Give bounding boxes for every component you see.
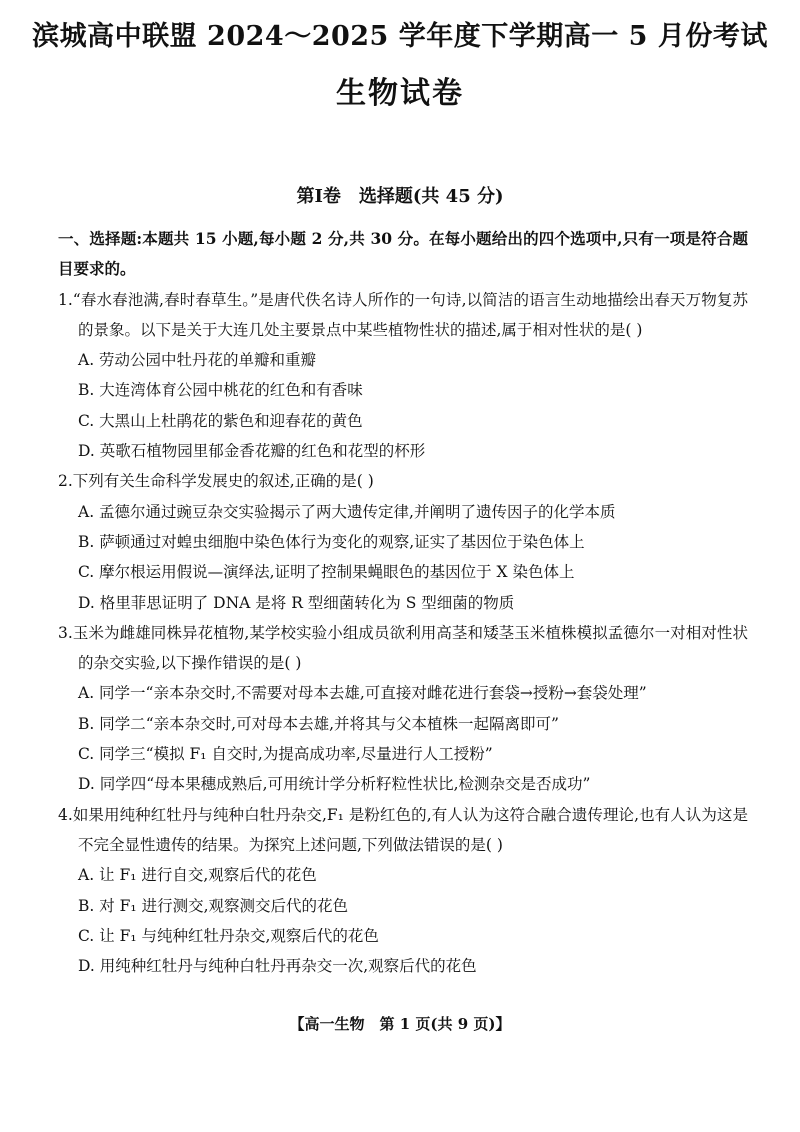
option-b: B. 大连湾体育公园中桃花的红色和有香味 [78, 381, 363, 400]
option-d: D. 格里菲思证明了 DNA 是将 R 型细菌转化为 S 型细菌的物质 [78, 593, 515, 612]
question-number: 4. [58, 805, 73, 824]
question-4 [58, 800, 748, 982]
question-stem [58, 466, 748, 496]
page-footer: 【高一生物 第 1 页(共 9 页)】 [289, 1015, 511, 1033]
option-c: C. 大黑山上杜鹃花的紫色和迎春花的黄色 [78, 411, 363, 430]
option-d: D. 用纯种红牡丹与纯种白牡丹再杂交一次,观察后代的花色 [78, 957, 477, 976]
option-a: A. 同学一“亲本杂交时,不需要对母本去雄,可直接对雌花进行套袋→授粉→套袋处理” [78, 684, 647, 703]
question-stem [58, 618, 748, 679]
question-stem [58, 800, 748, 861]
option-b: B. 萨顿通过对蝗虫细胞中染色体行为变化的观察,证实了基因位于染色体上 [78, 532, 585, 551]
subject-title: 生物试卷 [336, 76, 464, 111]
option-c: C. 摩尔根运用假说—演绎法,证明了控制果蝇眼色的基因位于 X 染色体上 [78, 563, 575, 582]
question-text: 玉米为雌雄同株异花植物,某学校实验小组成员欲利用高茎和矮茎玉米植株模拟孟德尔一对相对性状的杂交实验,以下操作错误的是( ) [72, 623, 748, 673]
question-1 [58, 285, 748, 467]
option-d: D. 英歌石植物园里郁金香花瓣的红色和花型的杯形 [78, 442, 426, 461]
question-stem [58, 285, 748, 346]
option-d: D. 同学四“母本果穗成熟后,可用统计学分析籽粒性状比,检测杂交是否成功” [78, 775, 591, 794]
question-text: 如果用纯种红牡丹与纯种白牡丹杂交,F₁ 是粉红色的,有人认为这符合融合遗传理论,也有人认为这是不完全显性遗传的结果。为探究上述问题,下列做法错误的是( ) [72, 805, 748, 854]
option-b: B. 同学二“亲本杂交时,可对母本去雄,并将其与父本植株一起隔离即可” [78, 714, 559, 733]
section-name: 选择题(共 45 分) [358, 186, 504, 207]
exam-title: 滨城高中联盟 2024～2025 学年度下学期高一 5 月份考试 [32, 21, 768, 52]
option-c: C. 让 F₁ 与纯种红牡丹杂交,观察后代的花色 [78, 926, 379, 945]
option-a: A. 劳动公园中牡丹花的单瓣和重瓣 [78, 351, 317, 370]
question-content [58, 224, 748, 981]
question-number: 1. [58, 290, 73, 309]
question-number: 3. [58, 623, 73, 642]
option-c: C. 同学三“模拟 F₁ 自交时,为提高成功率,尽量进行人工授粉” [78, 745, 493, 764]
question-text: 下列有关生命科学发展史的叙述,正确的是( ) [72, 472, 374, 491]
question-3 [58, 618, 748, 800]
question-text: “春水春池满,春时春草生。”是唐代佚名诗人所作的一句诗,以简洁的语言生动地描绘出春天万物复苏的景象。以下是关于大连几处主要景点中某些植物性状的描述,属于相对性状的是( ) [72, 290, 748, 339]
option-a: A. 让 F₁ 进行自交,观察后代的花色 [78, 866, 317, 885]
option-b: B. 对 F₁ 进行测交,观察测交后代的花色 [78, 896, 348, 915]
option-a: A. 孟德尔通过豌豆杂交实验揭示了两大遗传定律,并阐明了遗传因子的化学本质 [78, 502, 616, 521]
section-part: 第Ⅰ卷 [296, 186, 341, 207]
question-2 [58, 466, 748, 617]
question-number: 2. [58, 472, 73, 491]
instructions: 一、选择题:本题共 15 小题,每小题 2 分,共 30 分。在每小题给出的四个选项中,只有一项是符合题目要求的。 [58, 229, 748, 279]
section-title [0, 182, 800, 208]
